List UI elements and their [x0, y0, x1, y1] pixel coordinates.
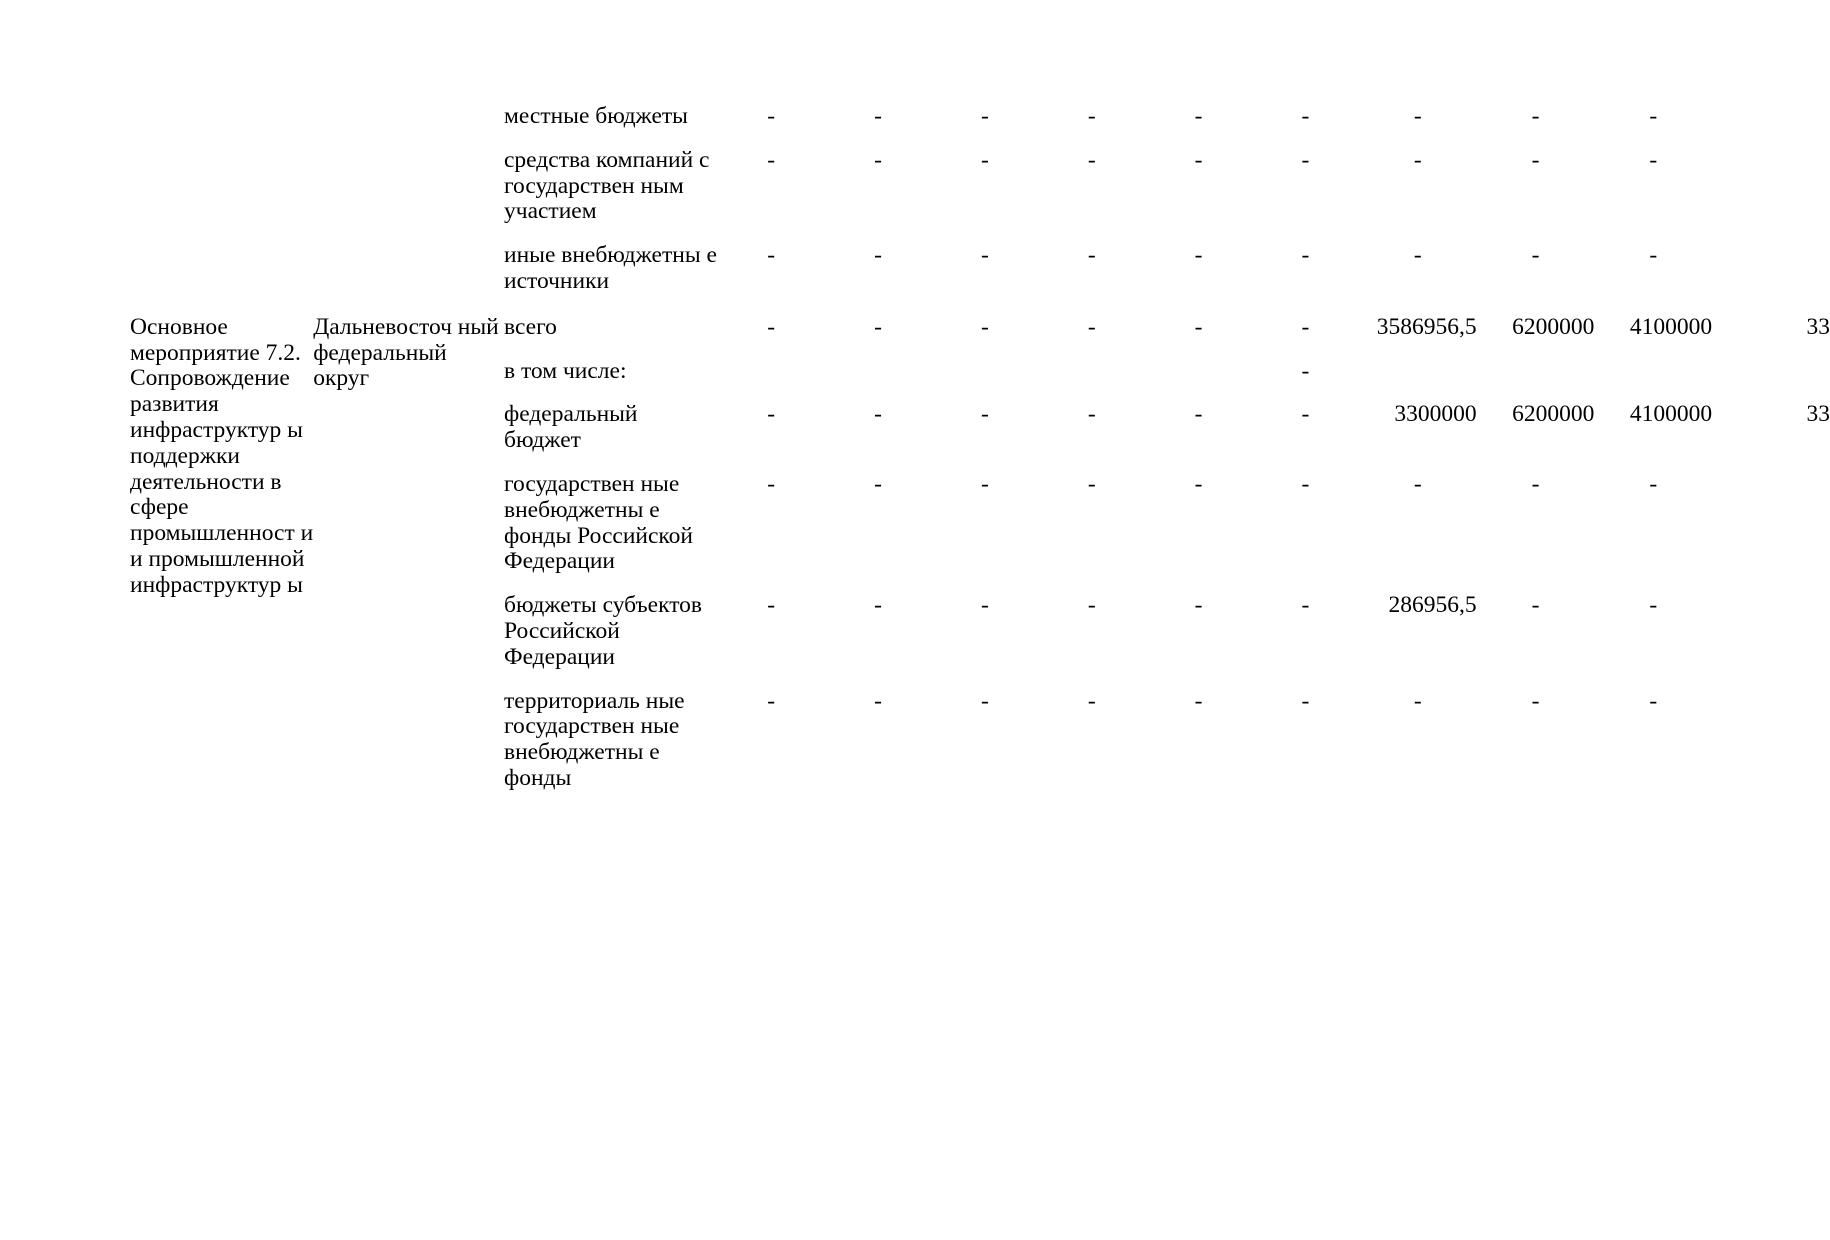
table-row	[130, 315, 1830, 341]
cell-value: -	[980, 242, 989, 269]
cell-value: -	[874, 470, 882, 497]
table-row	[130, 243, 1830, 295]
cell-value: -	[1087, 687, 1096, 714]
cell-value	[718, 359, 825, 385]
cell-value: 286956,5	[1388, 592, 1477, 619]
cell-value: -	[1301, 592, 1310, 619]
cell-value: 33	[1806, 401, 1830, 428]
cell-value	[1145, 359, 1252, 385]
cell-value: -	[767, 103, 776, 129]
cell-value	[1038, 359, 1145, 385]
spacer	[130, 295, 1830, 315]
cell-value: -	[1301, 470, 1310, 497]
cell-value: -	[980, 687, 989, 714]
cell-value: -	[1087, 470, 1096, 497]
cell-value: -	[1194, 242, 1203, 269]
cell-funding-source: местные бюджеты	[504, 103, 688, 129]
cell-value: -	[1649, 470, 1658, 497]
cell-value: -	[1087, 401, 1096, 428]
cell-funding-source: всего	[504, 313, 557, 340]
cell-value: -	[1413, 103, 1422, 129]
cell-value: -	[1087, 592, 1096, 619]
cell-region: Дальневосточ ный федеральный округ	[313, 313, 499, 392]
cell-value: -	[980, 146, 989, 173]
cell-value: -	[1194, 103, 1203, 129]
cell-value: -	[1413, 146, 1422, 173]
cell-value: -	[1301, 146, 1310, 173]
spacer	[130, 130, 1830, 148]
spacer	[130, 225, 1830, 243]
cell-value: -	[1194, 313, 1203, 340]
cell-value: -	[1413, 242, 1422, 269]
cell-value: -	[1301, 401, 1310, 428]
cell-region	[313, 104, 504, 130]
cell-funding-source: иные внебюджетны е источники	[504, 242, 717, 294]
cell-value: -	[1649, 592, 1658, 619]
cell-value	[1712, 243, 1830, 295]
cell-value: -	[1649, 687, 1658, 714]
cell-value: -	[980, 103, 989, 129]
spacer	[504, 341, 1830, 359]
spacer	[504, 454, 1830, 472]
cell-region	[313, 148, 504, 225]
cell-value: 3586956,5	[1376, 313, 1477, 340]
cell-value: -	[874, 103, 882, 129]
cell-funding-source: государствен ные внебюджетны е фонды Российской Федерации	[504, 470, 693, 575]
cell-value: -	[1194, 401, 1203, 428]
cell-value	[1712, 148, 1830, 225]
cell-value: -	[1531, 242, 1540, 269]
cell-value: -	[980, 592, 989, 619]
cell-value	[931, 359, 1038, 385]
cell-value: -	[1087, 242, 1096, 269]
cell-value	[1712, 593, 1830, 670]
cell-value: -	[767, 401, 776, 428]
cell-value: 6200000	[1512, 401, 1595, 428]
cell-value	[825, 359, 932, 385]
cell-value	[1712, 104, 1830, 130]
cell-value: -	[1531, 470, 1540, 497]
cell-value: -	[1531, 103, 1540, 129]
cell-funding-source: территориаль ные государствен ные внебюджетны е фонды	[504, 687, 685, 791]
cell-value: -	[1531, 687, 1540, 714]
cell-value	[1477, 359, 1595, 385]
cell-activity-name	[130, 243, 313, 295]
cell-value: 4100000	[1629, 313, 1713, 340]
cell-funding-source: бюджеты субъектов Российской Федерации	[504, 592, 702, 670]
cell-value: -	[980, 401, 989, 428]
cell-value	[1359, 359, 1477, 385]
cell-value: 6200000	[1512, 313, 1595, 340]
cell-value: -	[1087, 103, 1096, 129]
row-spacer	[130, 130, 1830, 148]
cell-value: -	[1087, 146, 1096, 173]
cell-value: -	[767, 242, 776, 269]
spacer	[504, 384, 1830, 402]
cell-value	[1594, 359, 1712, 385]
cell-value: -	[1301, 103, 1310, 129]
cell-value: -	[767, 592, 776, 619]
financing-table	[130, 104, 1830, 792]
cell-value: -	[1649, 103, 1658, 129]
cell-value: -	[767, 146, 776, 173]
cell-value: 3300000	[1394, 401, 1477, 428]
cell-funding-source: федеральный бюджет	[504, 401, 638, 454]
cell-value	[1712, 472, 1830, 575]
table-row	[130, 148, 1830, 225]
cell-value: -	[1531, 146, 1540, 173]
cell-value	[1712, 359, 1830, 385]
cell-value: -	[874, 401, 882, 428]
cell-value: -	[1301, 357, 1310, 384]
cell-value: -	[767, 313, 776, 340]
cell-region	[313, 243, 504, 295]
cell-value: -	[874, 313, 882, 340]
cell-value: -	[1649, 242, 1658, 269]
cell-activity-name: Основное мероприятие 7.2. Сопровождение развития инфраструктур ы поддержки деятельности в сфере промышленност и и промышленной инфраструктур ы	[130, 313, 314, 598]
cell-value: -	[980, 470, 989, 497]
cell-value: -	[1413, 470, 1422, 497]
cell-activity-name	[130, 104, 313, 130]
cell-activity-name	[130, 148, 313, 225]
cell-value: -	[1531, 592, 1540, 619]
spacer	[504, 575, 1830, 593]
cell-value: -	[874, 242, 882, 269]
cell-value: 4100000	[1629, 401, 1713, 428]
cell-value: -	[1194, 470, 1203, 497]
table-row	[130, 104, 1830, 130]
row-spacer	[130, 295, 1830, 315]
cell-value: -	[1194, 146, 1203, 173]
cell-value: -	[874, 592, 882, 619]
cell-value: -	[1087, 313, 1096, 340]
cell-value: -	[767, 687, 776, 714]
cell-value	[1712, 689, 1830, 792]
cell-value: -	[1413, 687, 1422, 714]
cell-value: -	[767, 470, 776, 497]
row-spacer	[130, 225, 1830, 243]
cell-value: -	[1194, 687, 1203, 714]
cell-value: -	[1301, 687, 1310, 714]
cell-value: -	[1301, 242, 1310, 269]
cell-value: -	[1649, 146, 1658, 173]
cell-value: -	[874, 687, 882, 714]
cell-value: -	[874, 146, 882, 173]
cell-value: 33	[1806, 313, 1830, 340]
cell-value: -	[1301, 313, 1310, 340]
spacer	[504, 671, 1830, 689]
cell-funding-source: средства компаний с государствен ным участием	[504, 146, 710, 225]
cell-value: -	[980, 313, 989, 340]
cell-funding-source: в том числе:	[504, 357, 627, 384]
cell-value: -	[1194, 592, 1203, 619]
